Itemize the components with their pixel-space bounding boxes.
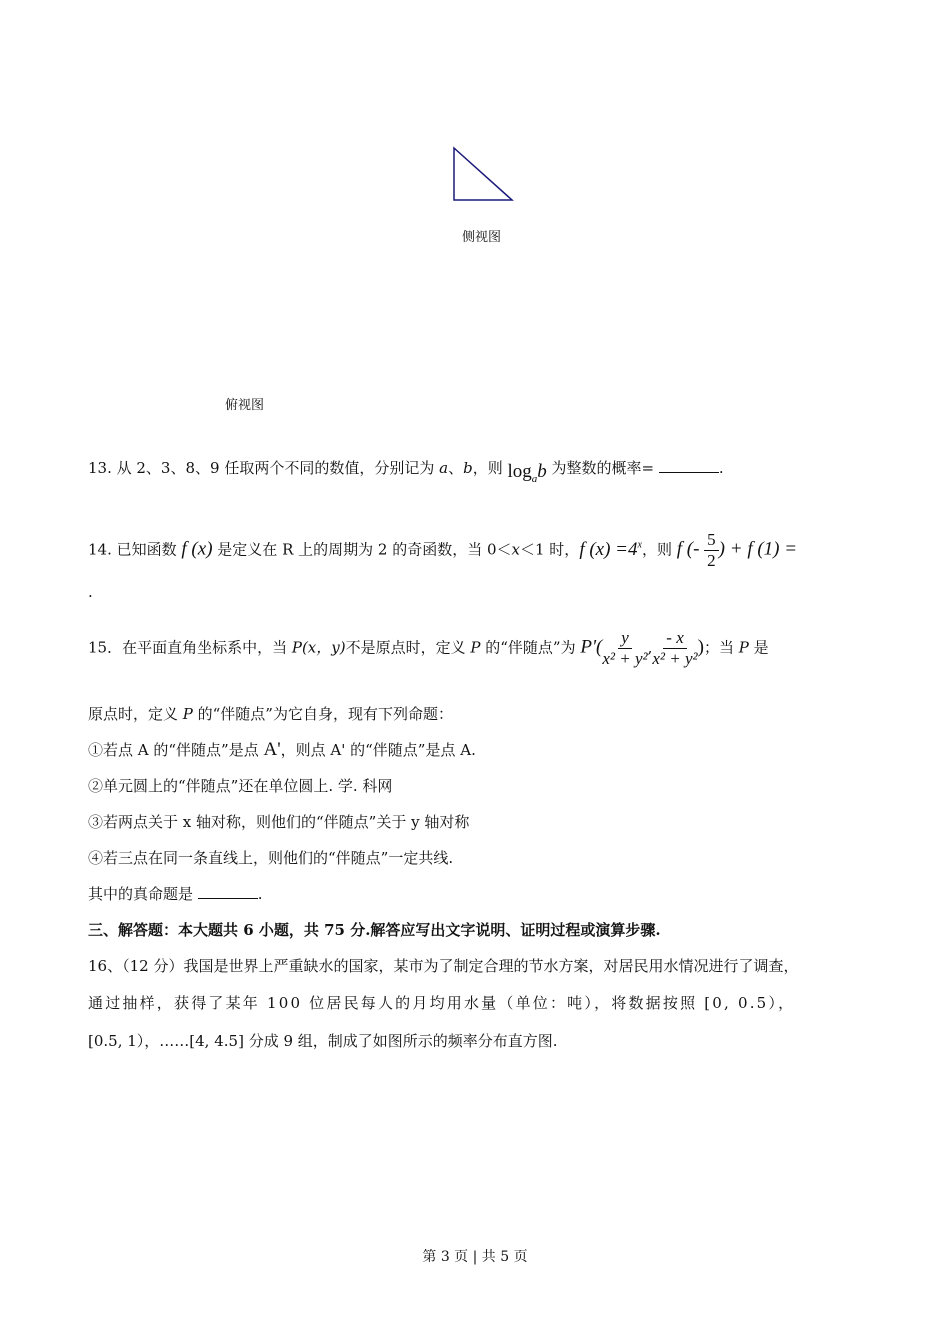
log-arg: b <box>537 461 547 482</box>
fx: f (x) <box>181 538 213 560</box>
f-close: ) + f (1) = <box>718 538 798 560</box>
formula-text: f (x) =4 <box>579 538 638 560</box>
question-14 <box>88 530 797 571</box>
fraction-1 <box>602 628 647 669</box>
comma: , <box>647 638 653 657</box>
top-view-caption: 俯视图 <box>225 398 265 413</box>
numerator: - x <box>663 628 686 649</box>
q14-text: ，则 <box>641 540 677 559</box>
question-15-line1 <box>88 628 769 669</box>
q13-text: ，则 <box>472 459 508 477</box>
a-prime: A' <box>263 739 281 760</box>
q15-text: 是 <box>748 638 769 657</box>
log-expr <box>507 461 547 485</box>
period: . <box>718 459 724 477</box>
q15-text: 的“伴随点”为它自身，现有下列命题： <box>192 705 453 723</box>
denominator: x² + y² <box>652 649 698 668</box>
q15-text: 原点时，定义 <box>88 705 183 723</box>
f-open: f (- <box>676 538 705 560</box>
var-p: P <box>182 705 193 723</box>
q15-text: ；当 <box>703 638 739 657</box>
side-view-triangle <box>452 146 514 202</box>
close-paren: ) <box>697 636 704 658</box>
proposition-2: ②单元圆上的“伴随点”还在单位圆上. 学. 科网 <box>88 777 393 795</box>
q14-text: 14. 已知函数 <box>88 540 182 559</box>
proposition-3: ③若两点关于 x 轴对称，则他们的“伴随点”关于 y 轴对称 <box>88 813 470 831</box>
question-16-line2: 通过抽样，获得了某年 100 位居民每人的月均用水量（单位：吨），将数据按照 [0, 0.5）， <box>88 994 796 1012</box>
q14-end: . <box>88 583 93 601</box>
sep: 、 <box>448 459 464 477</box>
question-13 <box>88 458 724 485</box>
period: . <box>257 885 263 903</box>
proposition-4: ④若三点在同一条直线上，则他们的“伴随点”一定共线. <box>88 849 454 867</box>
q15-text: 的“伴随点”为 <box>480 638 581 657</box>
q15-text: ①若点 A 的“伴随点”是点 <box>88 741 264 759</box>
q15-text: ，则点 A' 的“伴随点”是点 A. <box>280 741 476 759</box>
fraction <box>704 530 719 571</box>
p-prime: P'( <box>580 636 603 658</box>
q15-answer-line <box>88 884 263 904</box>
log-base: a <box>531 472 538 485</box>
question-15-line2 <box>88 704 453 724</box>
var-p: P <box>470 638 481 657</box>
question-16-line3: [0.5, 1），……[4, 4.5] 分成 9 组，制成了如图所示的频率分布直方图. <box>88 1032 558 1050</box>
q13-text: 13. 从 2、3、8、9 任取两个不同的数值，分别记为 <box>88 459 440 477</box>
var-x: x <box>511 540 520 559</box>
denominator: x² + y² <box>602 649 648 668</box>
fraction-2 <box>652 628 697 669</box>
var-b: b <box>463 459 473 477</box>
point-p: P(x，y) <box>291 638 346 657</box>
q15-text: 15．在平面直角坐标系中，当 <box>88 638 292 657</box>
proposition-1 <box>88 740 476 760</box>
q14-text: ＜1 时， <box>520 540 580 559</box>
answer-blank <box>198 884 258 899</box>
numerator: y <box>618 628 632 649</box>
q15-text: 不是原点时，定义 <box>345 638 471 657</box>
var-a: a <box>439 459 449 477</box>
numerator: 5 <box>704 530 719 551</box>
answer-blank <box>659 458 719 473</box>
side-view-caption: 侧视图 <box>462 230 502 245</box>
q14-text: 是定义在 R 上的周期为 2 的奇函数，当 0＜ <box>212 540 512 559</box>
log: log <box>507 461 532 482</box>
formula <box>579 539 642 560</box>
question-16-line1: 16、（12 分）我国是世界上严重缺水的国家，某市为了制定合理的节水方案，对居民用水情况进行了调查， <box>88 957 799 975</box>
page-footer: 第 3 页 | 共 5 页 <box>422 1249 528 1265</box>
denominator: 2 <box>707 551 716 570</box>
var-p: P <box>738 638 749 657</box>
section-heading: 三、解答题：本大题共 6 小题，共 75 分.解答应写出文字说明、证明过程或演算步骤. <box>88 921 661 939</box>
q15-text: 其中的真命题是 <box>88 885 198 903</box>
q13-text: 为整数的概率= <box>546 459 659 477</box>
exponent: x <box>637 539 642 551</box>
